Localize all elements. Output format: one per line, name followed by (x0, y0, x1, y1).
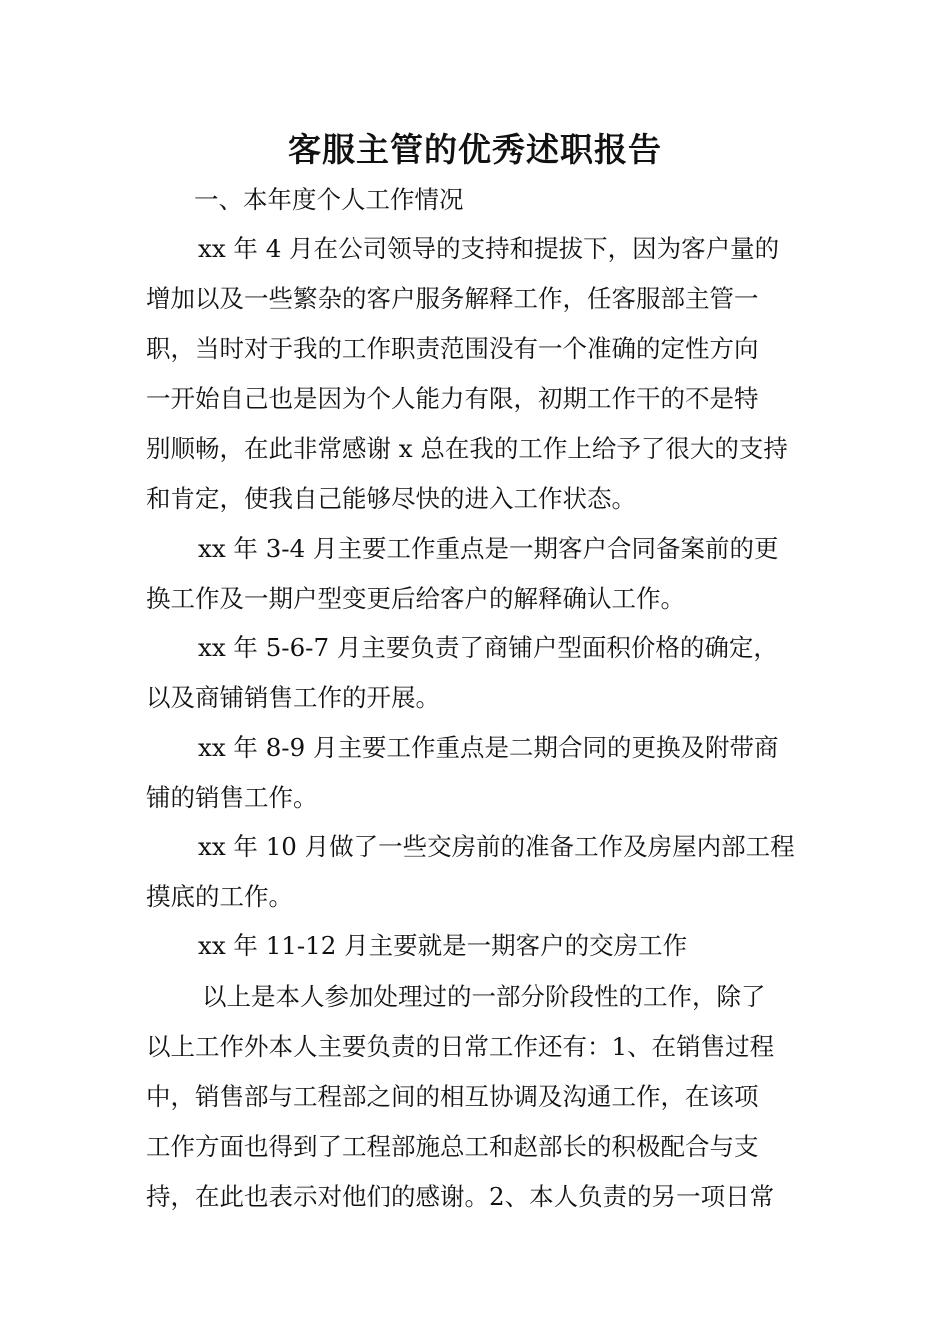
paragraph-1 (146, 224, 816, 524)
paragraph-line: 以上是本人参加处理过的一部分阶段性的工作，除了 (202, 982, 766, 1011)
paragraph-line: 摸底的工作。 (146, 882, 293, 911)
heading-line: 一、本年度个人工作情况 (194, 185, 464, 214)
paragraph-line: 工作方面也得到了工程部施总工和赵部长的积极配合与支 (146, 1132, 759, 1161)
paragraph-line: 换工作及一期户型变更后给客户的解释确认工作。 (146, 584, 685, 613)
paragraph-line: 职，当时对于我的工作职责范围没有一个准确的定性方向 (146, 334, 759, 363)
paragraph-line: xx 年 4 月在公司领导的支持和提拔下，因为客户量的 (198, 234, 780, 263)
paragraph-7 (146, 972, 816, 1222)
paragraph-line: xx 年 10 月做了一些交房前的准备工作及房屋内部工程 (198, 832, 795, 861)
paragraph-6 (146, 921, 816, 971)
paragraph-line: xx 年 5-6-7 月主要负责了商铺户型面积价格的确定， (198, 633, 778, 662)
paragraph-line: 中，销售部与工程部之间的相互协调及沟通工作，在该项 (146, 1082, 759, 1111)
paragraph-3 (146, 623, 816, 723)
paragraph-line: 和肯定，使我自己能够尽快的进入工作状态。 (146, 484, 636, 513)
paragraph-line: xx 年 3-4 月主要工作重点是一期客户合同备案前的更 (198, 534, 779, 563)
paragraph-2 (146, 524, 816, 624)
paragraph-line: 以及商铺销售工作的开展。 (146, 683, 440, 712)
paragraph-line: 一开始自己也是因为个人能力有限，初期工作干的不是特 (146, 384, 759, 413)
paragraph-line: 持，在此也表示对他们的感谢。2、本人负责的另一项日常 (146, 1182, 775, 1211)
paragraph-5 (146, 822, 816, 922)
paragraph-line: xx 年 8-9 月主要工作重点是二期合同的更换及附带商 (198, 733, 779, 762)
paragraph-line: xx 年 11-12 月主要就是一期客户的交房工作 (198, 931, 688, 960)
document-title: 客服主管的优秀述职报告 (288, 130, 662, 169)
section-heading (146, 175, 816, 225)
paragraph-line: 增加以及一些繁杂的客户服务解释工作，任客服部主管一 (146, 284, 759, 313)
paragraph-line: 别顺畅，在此非常感谢 x 总在我的工作上给予了很大的支持 (146, 434, 788, 463)
paragraph-4 (146, 723, 816, 823)
paragraph-line: 铺的销售工作。 (146, 783, 318, 812)
paragraph-line: 以上工作外本人主要负责的日常工作还有：1、在销售过程 (146, 1032, 775, 1061)
